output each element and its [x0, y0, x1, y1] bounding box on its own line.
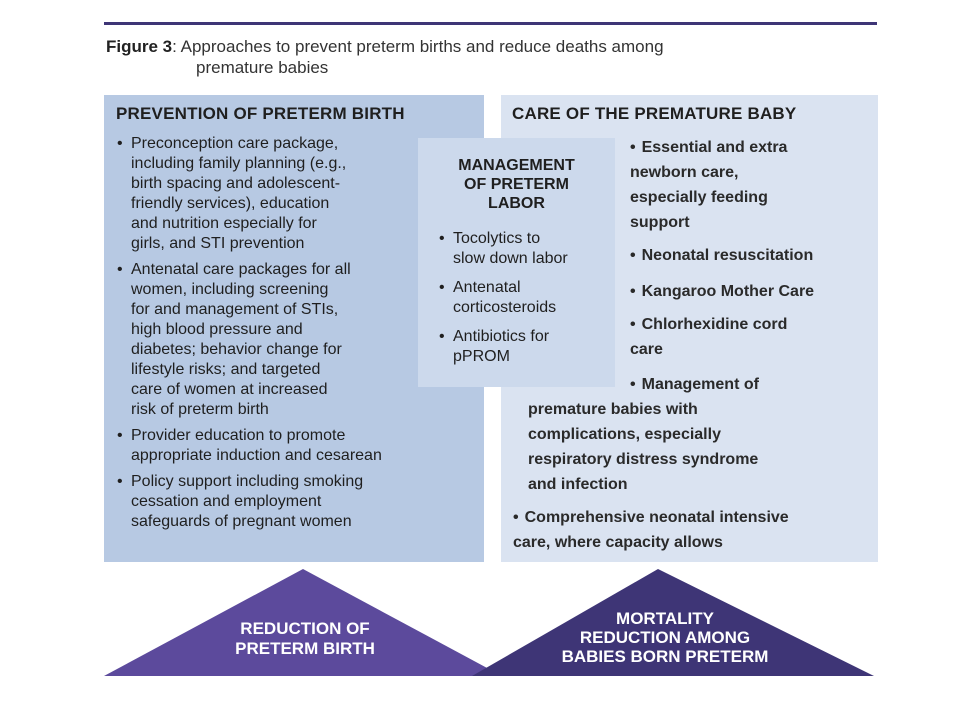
prevention-item: • Provider education to promote appropriate induction and cesarean: [117, 426, 477, 466]
care-heading: CARE OF THE PREMATURE BABY: [512, 104, 797, 123]
management-item: • Tocolytics to slow down labor: [439, 229, 609, 269]
bullet-icon: •: [630, 139, 636, 156]
figure-title-line2: premature babies: [196, 58, 329, 77]
care-item-text: Kangaroo Mother Care: [641, 283, 815, 300]
care-item-text: Management of premature babies with complications, especially respiratory distress syndrome and infection: [528, 376, 759, 493]
left-outcome-label: REDUCTION OF PRETERM BIRTH: [235, 619, 375, 658]
figure-title-line1: : Approaches to prevent preterm births and reduce deaths among: [172, 37, 664, 56]
bullet-icon: •: [513, 509, 519, 526]
bullet-icon: •: [630, 247, 636, 264]
bullet-icon: •: [630, 376, 636, 393]
prevention-item: • Antenatal care packages for all women, including screening for and management of STIs, high blood pressure and diabetes; behavior change for lifestyle risks; and targeted care of women at increased risk of preterm birth: [117, 260, 477, 420]
management-item: • Antibiotics for pPROM: [439, 327, 609, 367]
bullet-icon: •: [630, 316, 636, 333]
prevention-item: • Policy support including smoking cessation and employment safeguards of pregnant women: [117, 472, 477, 532]
prevention-heading: PREVENTION OF PRETERM BIRTH: [116, 104, 405, 123]
right-outcome-label: MORTALITY REDUCTION AMONG BABIES BORN PRETERM: [561, 609, 769, 666]
care-item-text: Chlorhexidine cord care: [630, 316, 788, 358]
care-item-text: Comprehensive neonatal intensive care, where capacity allows: [513, 509, 789, 551]
figure-label: Figure 3: [106, 37, 173, 56]
care-item-text: Essential and extra newborn care, especially feeding support: [630, 139, 788, 231]
management-item: • Antenatal corticosteroids: [439, 278, 609, 318]
care-item-text: Neonatal resuscitation: [641, 247, 814, 264]
bullet-icon: •: [630, 283, 636, 300]
management-heading: MANAGEMENT OF PRETERM LABOR: [458, 157, 575, 212]
prevention-item: • Preconception care package, including family planning (e.g., birth spacing and adolescent- friendly services), education and nutrition especially for girls, and STI prevention: [117, 134, 477, 254]
